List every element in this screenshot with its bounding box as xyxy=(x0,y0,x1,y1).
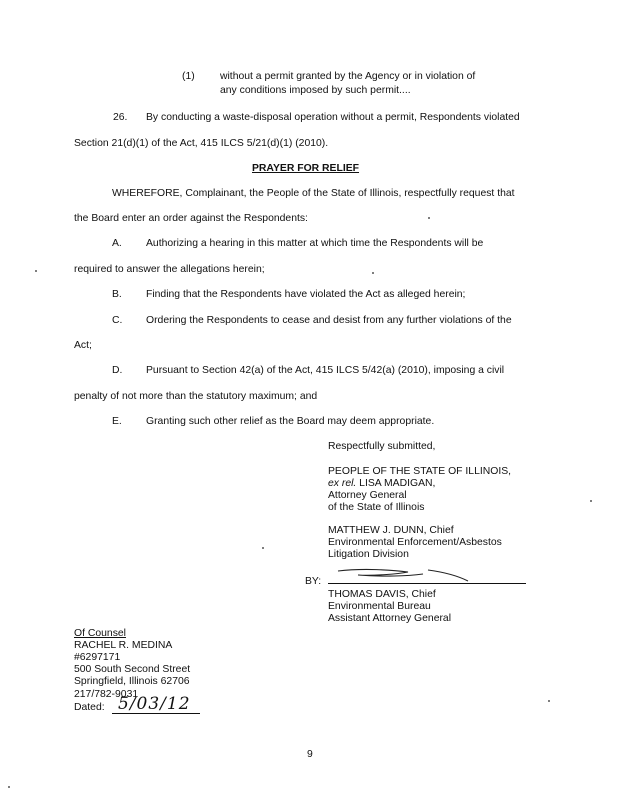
statute-item-line-1: without a permit granted by the Agency or in violation of xyxy=(220,71,476,82)
counsel-bar-number: #6297171 xyxy=(74,652,121,663)
relief-item-c-line-2: Act; xyxy=(74,340,92,351)
relief-item-b-line-1: Finding that the Respondents have violated the Act as alleged herein; xyxy=(146,289,466,300)
paragraph-26-number: 26. xyxy=(113,112,128,123)
relief-item-a-line-1: Authorizing a hearing in this matter at which time the Respondents will be xyxy=(146,238,484,249)
scan-speck xyxy=(548,700,550,702)
closing-respectfully-submitted: Respectfully submitted, xyxy=(328,441,436,452)
of-counsel-heading: Of Counsel xyxy=(74,628,126,639)
counsel-name: RACHEL R. MEDINA xyxy=(74,640,173,651)
scan-speck xyxy=(262,547,264,549)
relief-item-a-line-2: required to answer the allegations herein; xyxy=(74,264,265,275)
prayer-for-relief-heading: PRAYER FOR RELIEF xyxy=(252,163,360,174)
scan-speck xyxy=(8,786,10,788)
counsel-city: Springfield, Illinois 62706 xyxy=(74,676,190,687)
counsel-street: 500 South Second Street xyxy=(74,664,191,675)
people-of-illinois: PEOPLE OF THE STATE OF ILLINOIS, xyxy=(328,466,512,477)
relief-item-c-letter: C. xyxy=(112,315,123,326)
scan-speck xyxy=(372,272,374,274)
dunn-division-line-2: Litigation Division xyxy=(328,549,409,560)
relief-item-a-letter: A. xyxy=(112,238,122,249)
counsel-phone: 217/782-9031 xyxy=(74,689,139,700)
page-number: 9 xyxy=(307,749,313,760)
signature-scribble xyxy=(328,562,478,586)
relief-item-d-line-2: penalty of not more than the statutory maximum; and xyxy=(74,391,318,402)
relief-item-d-letter: D. xyxy=(112,365,123,376)
ex-rel-name: LISA MADIGAN, xyxy=(356,478,436,489)
by-label: BY: xyxy=(305,576,322,587)
wherefore-line-2: the Board enter an order against the Respondents: xyxy=(74,213,308,224)
ex-rel-prefix: ex rel. xyxy=(328,478,357,489)
wherefore-line-1: WHEREFORE, Complainant, the People of the State of Illinois, respectfully request that xyxy=(112,188,515,199)
scan-speck xyxy=(35,270,37,272)
davis-title: Assistant Attorney General xyxy=(328,613,452,624)
dated-label: Dated: xyxy=(74,702,105,713)
dunn-division-line-1: Environmental Enforcement/Asbestos xyxy=(328,537,502,548)
attorney-general-title: Attorney General xyxy=(328,490,407,501)
statute-item-number: (1) xyxy=(182,71,195,82)
scan-speck xyxy=(590,500,592,502)
attorney-general-state: of the State of Illinois xyxy=(328,502,425,513)
relief-item-b-letter: B. xyxy=(112,289,122,300)
relief-item-e-line-1: Granting such other relief as the Board may deem appropriate. xyxy=(146,416,435,427)
paragraph-26-line-1: By conducting a waste-disposal operation without a permit, Respondents violated xyxy=(146,112,520,123)
davis-name: THOMAS DAVIS, Chief xyxy=(328,589,436,600)
paragraph-26-line-2: Section 21(d)(1) of the Act, 415 ILCS 5/21(d)(1) (2010). xyxy=(74,138,329,149)
relief-item-c-line-1: Ordering the Respondents to cease and desist from any further violations of the xyxy=(146,315,512,326)
scan-speck xyxy=(428,217,430,219)
dunn-name: MATTHEW J. DUNN, Chief xyxy=(328,525,454,536)
statute-item-line-2: any conditions imposed by such permit.... xyxy=(220,85,411,96)
davis-bureau: Environmental Bureau xyxy=(328,601,431,612)
relief-item-d-line-1: Pursuant to Section 42(a) of the Act, 415 ILCS 5/42(a) (2010), imposing a civil xyxy=(146,365,505,376)
relief-item-e-letter: E. xyxy=(112,416,122,427)
dated-handwritten: 5/03/12 xyxy=(118,694,191,714)
